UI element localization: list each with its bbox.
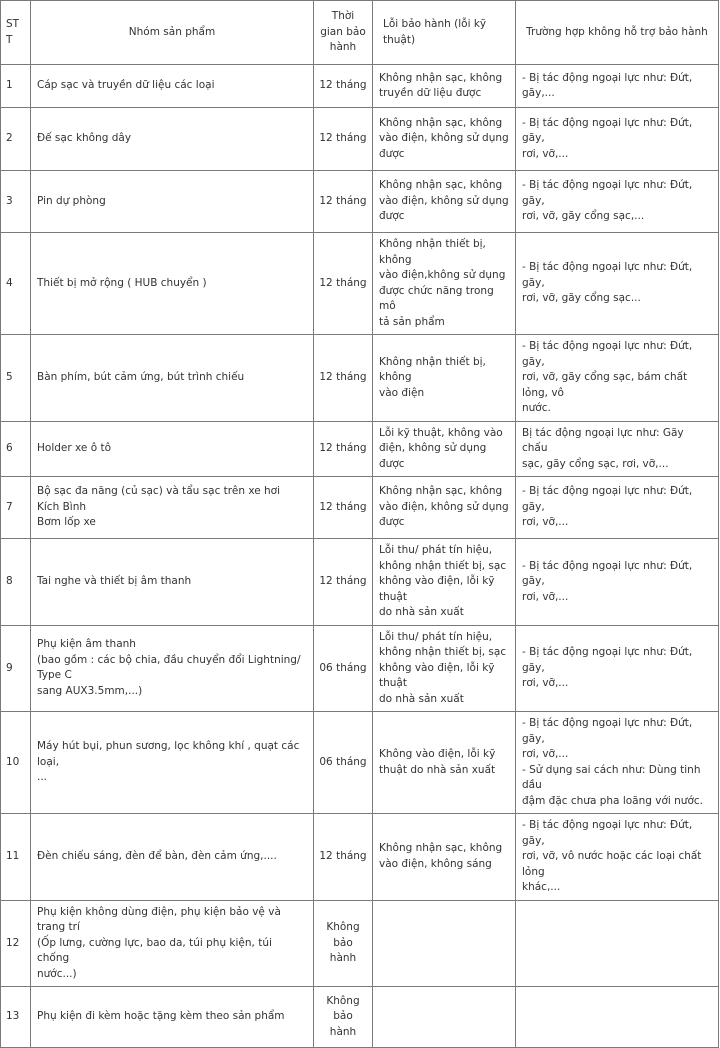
text-line: - Bị tác động ngoại lực như: Đứt, gãy, [522,819,693,847]
text-line: nước...) [37,967,77,980]
cell-warranty-time [314,625,373,712]
text-line: - Bị tác động ngoại lực như: Đứt, gãy, [522,485,693,513]
table-row [1,233,719,335]
text-line: vào điện,không sử dụng [379,269,506,281]
table-row [1,539,719,626]
text-line: khác,... [522,881,561,893]
text-line: 12 tháng [319,79,367,92]
cell-product-group [31,625,314,712]
text-line: Không nhận thiết bị, không [379,355,486,383]
cell-product-group [31,65,314,108]
text-line: vào điện, không sử dụng [379,194,509,207]
text-line: sạc, gãy cổng sạc, rơi, vỡ,... [522,457,669,470]
text-line: Không [326,921,360,933]
text-line: Đèn chiếu sáng, đèn để bàn, đèn cảm ứng,.... [37,850,277,862]
header-row [1,1,719,65]
text-line: Phụ kiện đi kèm hoặc tặng kèm theo sản phẩm [37,1010,285,1023]
table-row [1,108,719,171]
cell-warranty-time [314,108,373,171]
text-line: do nhà sản xuất [379,692,464,705]
cell-warranty-time [314,814,373,901]
text-line: Không vào điện, lỗi kỹ [379,748,496,760]
cell-not-supported [516,335,719,422]
text-line: sang AUX3.5mm,...) [37,684,143,697]
text-line: không nhận thiết bị, sạc [379,559,507,572]
text-line: 06 tháng [319,661,367,674]
text-line: ... [37,771,48,784]
text-line: Bơm lốp xe [37,516,96,529]
cell-warranty-fault [373,539,516,626]
text-line: rơi, vỡ,... [522,677,569,689]
text-line: Cáp sạc và truyền dữ liệu các loại [37,79,215,92]
cell-not-supported [516,233,719,335]
cell-product-group [31,477,314,539]
text-line: được [379,147,405,160]
text-line: 12 tháng [319,371,367,383]
text-line: Lỗi kỹ thuật, không vào [379,426,503,439]
text-line: - Bị tác động ngoại lực như: Đứt, gãy, [522,116,693,145]
text-line: Holder xe ô tô [37,442,112,454]
cell-not-supported [516,625,719,712]
text-line: - Bị tác động ngoại lực như: Đứt, gãy,... [522,71,693,99]
table-body [1,65,719,1048]
text-line: truyền dữ liệu được [379,87,482,99]
text-line: Không nhận sạc, không [379,71,503,84]
text-line: Không [326,994,360,1007]
text-line: rơi, vỡ, gãy cổng sạc,... [522,210,645,223]
text-line: bảo [333,936,353,949]
cell-warranty-time [314,900,373,987]
cell-stt: 6 [1,421,31,477]
text-line: rơi, vỡ,... [522,748,569,760]
text-line: Pin dự phòng [37,194,106,207]
cell-product-group [31,900,314,987]
cell-warranty-fault [373,171,516,233]
cell-not-supported [516,171,719,233]
table-row [1,65,719,108]
text-line: không vào điện, lỗi kỹ thuật [379,575,495,603]
cell-product-group [31,171,314,233]
text-line: Phụ kiện không dùng điện, phụ kiện bảo vệ và trang trí [37,905,281,933]
text-line: đậm đặc chưa pha loãng với nước. [522,794,703,807]
cell-warranty-fault [373,108,516,171]
text-line: 12 tháng [319,850,367,862]
text-line: rơi, vỡ,... [522,516,569,529]
text-line: - Sử dụng sai cách như: Dùng tinh dầu [522,763,701,791]
table-row [1,712,719,814]
text-line: tả sản phẩm [379,315,445,328]
cell-warranty-time [314,335,373,422]
cell-warranty-time [314,171,373,233]
text-line: Thiết bị mở rộng ( HUB chuyển ) [37,276,207,289]
text-line: hành [329,41,357,54]
cell-warranty-fault [373,814,516,901]
cell-warranty-fault [373,712,516,814]
cell-stt: 13 [1,987,31,1048]
table-row [1,421,719,477]
text-line: rơi, vỡ,... [522,590,569,603]
cell-warranty-time [314,712,373,814]
cell-product-group [31,712,314,814]
text-line: do nhà sản xuất [379,606,464,618]
text-line: 12 tháng [319,194,367,207]
cell-stt: 11 [1,814,31,901]
cell-product-group [31,335,314,422]
text-line: Không nhận sạc, không [379,485,503,498]
text-line: vào điện, không sáng [379,857,492,870]
cell-product-group [31,814,314,901]
cell-not-supported [516,814,719,901]
cell-product-group [31,421,314,477]
table-row [1,900,719,987]
cell-warranty-fault [373,65,516,108]
cell-not-supported [516,477,719,539]
cell-warranty-time [314,477,373,539]
cell-not-supported [516,65,719,108]
cell-warranty-fault [373,625,516,712]
text-line: Phụ kiện âm thanh [37,638,136,651]
cell-warranty-time [314,233,373,335]
text-line: được [379,210,405,223]
header-stt: STT [1,1,31,65]
table-row [1,171,719,233]
cell-stt: 3 [1,171,31,233]
text-line: Thời [331,10,355,23]
cell-not-supported [516,987,719,1048]
cell-product-group [31,987,314,1048]
cell-stt: 12 [1,900,31,987]
text-line: rơi, vỡ, gãy cổng sạc... [522,292,641,305]
text-line: hành [329,1025,357,1038]
text-line: gian bảo [320,25,366,38]
text-line: Không nhận sạc, không [379,179,503,192]
table-row [1,987,719,1048]
text-line: (bao gồm : các bộ chia, đầu chuyển đổi Lightning/ Type C [37,653,301,682]
text-line: bảo [333,1010,353,1023]
text-line: Bị tác động ngoại lực như: Gãy chấu [522,426,684,454]
text-line: được chức năng trong mô [379,284,494,312]
text-line: không vào điện, lỗi kỹ thuật [379,661,495,689]
cell-warranty-fault [373,233,516,335]
header-product-group: Nhóm sản phẩm [31,1,314,65]
cell-product-group [31,539,314,626]
text-line: 12 tháng [319,442,367,454]
cell-not-supported [516,421,719,477]
cell-warranty-time [314,421,373,477]
table-row [1,625,719,712]
text-line: được [379,516,405,529]
text-line: Tai nghe và thiết bị âm thanh [37,575,192,587]
text-line: thuật do nhà sản xuất [379,763,496,776]
cell-product-group [31,108,314,171]
text-line: - Bị tác động ngoại lực như: Đứt, gãy, [522,261,693,289]
text-line: vào điện, không sử dụng [379,500,509,513]
cell-not-supported [516,108,719,171]
cell-stt: 10 [1,712,31,814]
text-line: Không nhận thiết bị, không [379,238,486,266]
table-row [1,477,719,539]
header-warranty-time [314,1,373,65]
cell-warranty-fault [373,335,516,422]
cell-stt: 2 [1,108,31,171]
text-line: Kích Bình [37,500,86,513]
cell-not-supported [516,539,719,626]
text-line: Máy hút bụi, phun sương, lọc không khí , quạt các loại, [37,740,300,768]
text-line: Lỗi thu/ phát tín hiệu, [379,544,493,556]
text-line: rơi, vỡ,... [522,147,569,160]
text-line: 12 tháng [319,575,367,587]
cell-warranty-fault [373,421,516,477]
text-line: 06 tháng [319,755,367,768]
cell-warranty-time [314,539,373,626]
cell-not-supported [516,900,719,987]
text-line: Bàn phím, bút cảm ứng, bút trình chiếu [37,371,245,383]
text-line: rơi, vỡ, vô nước hoặc các loại chất lỏng [522,850,702,878]
text-line: Lỗi thu/ phát tín hiệu, [379,630,493,643]
table-row [1,814,719,901]
text-line: vào điện [379,386,425,399]
text-line: Đế sạc không dây [37,132,132,145]
text-line: vào điện, không sử dụng [379,132,509,145]
text-line: 12 tháng [319,500,367,513]
cell-stt: 8 [1,539,31,626]
cell-stt: 4 [1,233,31,335]
cell-product-group [31,233,314,335]
text-line: nước. [522,402,551,414]
text-line: 12 tháng [319,276,367,289]
cell-warranty-time [314,987,373,1048]
header-not-supported: Trường hợp không hỗ trợ bảo hành [516,1,719,65]
text-line: - Bị tác động ngoại lực như: Đứt, gãy, [522,646,693,674]
cell-stt: 5 [1,335,31,422]
cell-stt: 9 [1,625,31,712]
text-line: không nhận thiết bị, sạc [379,646,507,658]
table-row [1,335,719,422]
cell-warranty-fault [373,987,516,1048]
cell-warranty-time [314,65,373,108]
cell-warranty-fault [373,900,516,987]
cell-not-supported [516,712,719,814]
cell-warranty-fault [373,477,516,539]
text-line: điện, không sử dụng được [379,442,487,470]
text-line: - Bị tác động ngoại lực như: Đứt, gãy, [522,179,693,207]
header-warranty-fault: Lỗi bảo hành (lỗi kỹ thuật) [373,1,516,65]
text-line: Không nhận sạc, không [379,116,503,129]
text-line: Bộ sạc đa năng (củ sạc) và tẩu sạc trên xe hơi [37,485,281,498]
text-line: - Bị tác động ngoại lực như: Đứt, gãy, [522,717,693,745]
text-line: hành [329,952,357,964]
text-line: 12 tháng [319,132,367,145]
text-line: - Bị tác động ngoại lực như: Đứt, gãy, [522,559,693,587]
text-line: Không nhận sạc, không [379,842,503,855]
text-line: - Bị tác động ngoại lực như: Đứt, gãy, [522,340,693,368]
text-line: rơi, vỡ, gãy cổng sạc, bám chất lỏng, vô [522,371,688,399]
cell-stt: 7 [1,477,31,539]
text-line: (Ốp lưng, cường lực, bao da, túi phụ kiện, túi chống [37,936,272,964]
cell-stt: 1 [1,65,31,108]
